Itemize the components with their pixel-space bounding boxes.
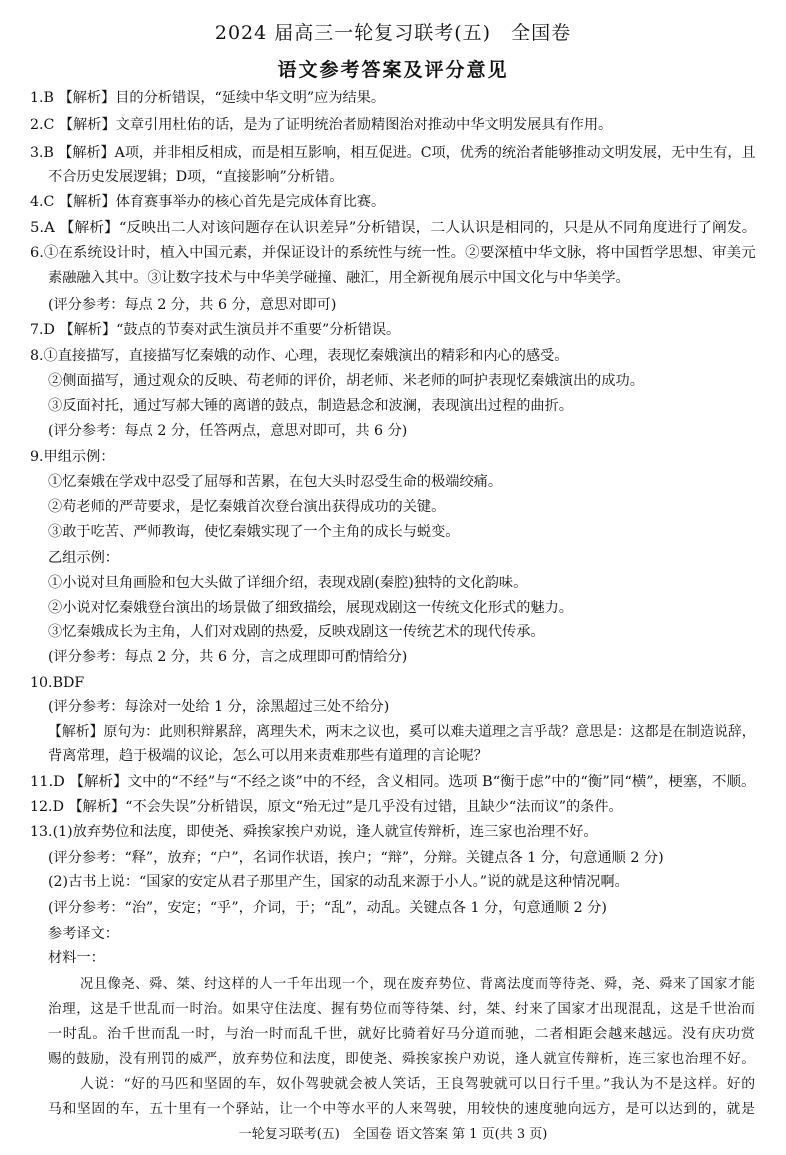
text-line: 乙组示例：: [48, 550, 119, 566]
text-line: 背离常理，趋于极端的议论，怎么可以用来责难那些有道理的言论呢？: [48, 748, 488, 764]
text-line: 不合历史发展逻辑；D项，“直接影响”分析错。: [48, 169, 344, 185]
text-line: 1.B 【解析】目的分析错误，“延续中华文明”应为结果。: [30, 90, 386, 106]
exam-title: 2024 届高三一轮复习联考(五) 全国卷: [214, 22, 572, 44]
text-line: 12.D 【解析】“不会失误”分析错误，原文“殆无过”是几乎没有过错，且缺少“法而议”的条件。: [30, 799, 623, 815]
text-line: 赐的鼓励，没有刑罚的威严，放弃势位和法度，即使尧、舜挨家挨户劝说，逢人就宣传辩析，连三家也治理不好。: [48, 1052, 756, 1067]
text-line: 况且像尧、舜、桀、纣这样的人一千年出现一个，现在废弃势位、背离法度而等待尧、舜，尧、舜来了国家才能: [80, 977, 756, 992]
text-line: 马和坚固的车，五十里有一个驿站，让一个中等水平的人来驾驶，用较快的速度驰向远方，是可以达到的，就是: [48, 1102, 756, 1117]
text-line: 人说：“好的马匹和坚固的车，奴仆驾驶就会被人笑话，王良驾驶就可以日行千里。”我认为不是这样。好的: [80, 1077, 756, 1092]
text-line: (2)古书上说：“国家的安定从君子那里产生，国家的动乱来源于小人。”说的就是这种情况啊。: [48, 874, 629, 890]
text-line: 4.C 【解析】体育赛事举办的核心首先是完成体育比赛。: [30, 194, 386, 210]
text-line: ②苟老师的严苛要求，是忆秦娥首次登台演出获得成功的关键。: [48, 499, 446, 515]
text-line: 治理，这是千世乱而一时治。如果守住法度、握有势位而等待桀、纣，桀、纣来了国家才出现混乱，这是千世治而: [48, 1002, 756, 1017]
text-line: ③忆秦娥成长为主角，人们对戏剧的热爱，反映戏剧这一传统艺术的现代传承。: [48, 624, 545, 640]
page-footer: 一轮复习联考(五) 全国卷 语文答案 第 1 页(共 3 页): [238, 1127, 548, 1142]
text-line: 【解析】原句为：此则积辩累辞，离理失术，两末之议也，奚可以难夫道理之言乎哉？意思是：这都是在制造说辞，: [48, 724, 756, 740]
text-line: 13.(1)放弃势位和法度，即使尧、舜挨家挨户劝说，逢人就宣传辩析，连三家也治理不好。: [30, 824, 598, 840]
text-line: ②小说对忆秦娥登台演出的场景做了细致描绘，展现戏剧这一传统文化形式的魅力。: [48, 600, 573, 616]
text-line: 2.C 【解析】文章引用杜佑的话，是为了证明统治者励精图治对推动中华文明发展具有作用。: [30, 117, 613, 133]
text-line: 参考译文：: [48, 926, 119, 942]
text-line: (评分参考：每点 2 分，共 6 分，意思对即可): [48, 297, 337, 313]
text-line: 11.D 【解析】文中的“不经”与“不经之谈”中的不经，含义相同。选项 B“衡于虑”中的“衡”同“横”，梗塞，不顺。: [30, 774, 756, 790]
text-line: ②侧面描写，通过观众的反映、苟老师的评价，胡老师、米老师的呵护表现忆秦娥演出的成功。: [48, 373, 644, 389]
text-line: ①忆秦娥在学戏中忍受了屈辱和苦累，在包大头时忍受生命的极端绞痛。: [48, 474, 503, 490]
text-line: (评分参考：“释”，放弃；“户”，名词作状语，挨户；“辩”，分辩。关键点各 1 分，句意通顺 2 分): [48, 850, 664, 866]
answer-key-heading: 语文参考答案及评分意见: [277, 59, 509, 81]
text-line: (评分参考：每点 2 分，任答两点，意思对即可，共 6 分): [48, 423, 408, 439]
text-line: 3.B 【解析】A项，并非相反相成，而是相互影响，相互促进。C项，优秀的统治者能够推动文明发展，无中生有，且: [30, 145, 756, 161]
text-line: 6.①在系统设计时，植入中国元素，并保证设计的系统性与统一性。②要深植中华文脉，将中国哲学思想、审美元: [30, 245, 756, 261]
text-line: ③反面衬托，通过写郝大锤的离谱的鼓点，制造悬念和波澜，表现演出过程的曲折。: [48, 398, 573, 414]
text-line: 一时乱。治千世而乱一时，与治一时而乱千世，就好比骑着好马分道而驰，二者相距会越来越远。没有庆功赏: [48, 1027, 756, 1042]
text-line: ③敢于吃苦、严师教诲，使忆秦娥实现了一个主角的成长与蜕变。: [48, 524, 460, 540]
text-line: (评分参考：每涂对一处给 1 分，涂黑超过三处不给分): [48, 699, 390, 715]
text-line: 10.BDF: [30, 675, 85, 691]
text-line: (评分参考：每点 2 分，共 6 分，言之成理即可酌情给分): [48, 649, 408, 665]
text-line: 5.A 【解析】“反映出二人对该问题存在认识差异”分析错误，二人认识是相同的，只是从不同角度进行了阐发。: [30, 220, 757, 236]
text-line: (评分参考：“治”，安定；“乎”，介词，于；“乱”，动乱。关键点各 1 分，句意通顺 2 分): [48, 900, 607, 916]
text-line: 材料一：: [48, 950, 105, 966]
text-line: ①小说对旦角画脸和包大头做了详细介绍，表现戏剧(秦腔)独特的文化韵味。: [48, 575, 528, 591]
text-line: 8.①直接描写，直接描写忆秦娥的动作、心理，表现忆秦娥演出的精彩和内心的感受。: [30, 348, 569, 364]
text-line: 7.D 【解析】“鼓点的节奏对武生演员并不重要”分析错误。: [30, 322, 401, 338]
text-line: 9.甲组示例：: [30, 449, 115, 465]
text-line: 素融融入其中。③让数字技术与中华美学碰撞、融汇，用全新视角展示中国文化与中华美学。: [48, 270, 630, 286]
